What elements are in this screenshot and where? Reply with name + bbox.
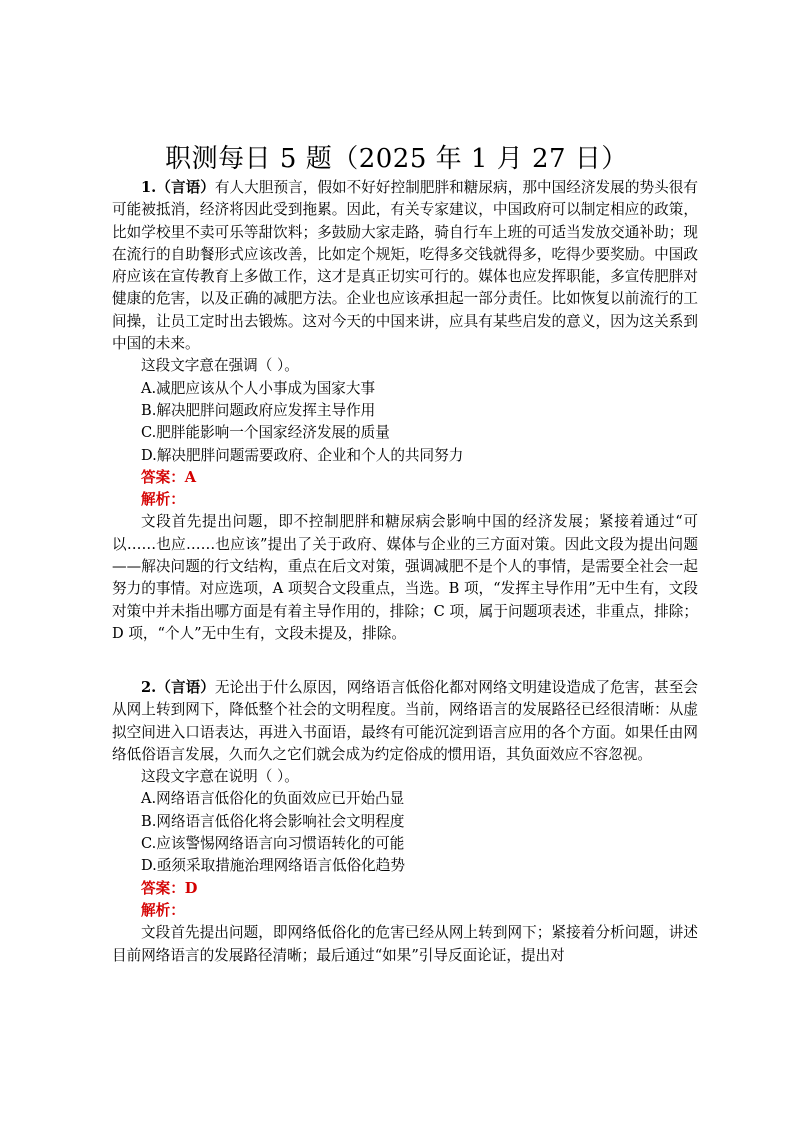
question-prompt: 这段文字意在说明（ ）。 (141, 768, 299, 786)
question-number: 2.（言语） (141, 679, 215, 696)
analysis-label: 解析： (141, 901, 185, 919)
option-c: C.应该警惕网络语言向习惯语转化的可能 (141, 835, 405, 853)
option-d: D.亟须采取措施治理网络语言低俗化趋势 (141, 857, 405, 875)
question-stem (112, 177, 698, 355)
option-a: A.网络语言低俗化的负面效应已开始凸显 (141, 790, 405, 808)
question-1 (112, 177, 698, 645)
question-number: 1.（言语） (141, 179, 215, 196)
question-passage: 有人大胆预言，假如不好好控制肥胖和糖尿病，那中国经济发展的势头很有可能被抵消，经济将因此受到拖累。因此，有关专家建议，中国政府可以制定相应的政策，比如学校里不卖可乐等甜饮料；多鼓励大家走路，骑自行车上班的可适当发放交通补助；现在流行的自助餐形式应该改善，比如定个规矩，吃得多交钱就得多，吃得少要奖励。中国政府应该在宣传教育上多做工作，这才是真正切实可行的。媒体也应发挥职能，多宣传肥胖对健康的危害，以及正确的减肥方法。企业也应该承担起一部分责任。比如恢复以前流行的工间操，让员工定时出去锻炼。这对今天的中国来讲，应具有某些启发的意义，因为这关系到中国的未来。 (112, 179, 698, 353)
option-b: B.网络语言低俗化将会影响社会文明程度 (141, 812, 405, 830)
option-b: B.解决肥胖问题政府应发挥主导作用 (141, 401, 376, 419)
analysis-label: 解析： (141, 491, 185, 509)
option-c: C.肥胖能影响一个国家经济发展的质量 (141, 424, 390, 442)
option-a: A.减肥应该从个人小事成为国家大事 (141, 379, 376, 397)
page-title: 职测每日 5 题（2025 年 1 月 27 日） (165, 144, 628, 174)
analysis-text: 文段首先提出问题，即网络低俗化的危害已经从网上转到网下；紧接着分析问题，讲述目前网络语言的发展路径清晰；最后通过“如果”引导反面论证，提出对 (112, 924, 698, 964)
answer-label: 答案：A (141, 468, 197, 486)
analysis-text: 文段首先提出问题，即不控制肥胖和糖尿病会影响中国的经济发展；紧接着通过“可以……也应……也应该”提出了关于政府、媒体与企业的三方面对策。因此文段为提出问题——解决问题的行文结构，重点在后文对策，强调减肥不是个人的事情，是需要全社会一起努力的事情。对应选项，A 项契合文段重点，当选。B 项，“发挥主导作用”无中生有，文段对策中并未指出哪方面是有着主导作用的，排除；C 项，属于问题项表述，非重点，排除；D 项，“个人”无中生有，文段未提及，排除。 (112, 513, 698, 642)
question-passage: 无论出于什么原因，网络语言低俗化都对网络文明建设造成了危害，甚至会从网上转到网下，降低整个社会的文明程度。当前，网络语言的发展路径已经很清晰：从虚拟空间进入口语表达，再进入书面语，最终有可能沉淀到语言应用的各个方面。如果任由网络低俗语言发展，久而久之它们就会成为约定俗成的惯用语，其负面效应不容忽视。 (112, 679, 698, 763)
question-2 (112, 677, 698, 967)
option-d: D.解决肥胖问题需要政府、企业和个人的共同努力 (141, 446, 464, 464)
question-stem (112, 677, 698, 766)
question-prompt: 这段文字意在强调（ ）。 (141, 357, 299, 375)
answer-label: 答案：D (141, 879, 198, 897)
